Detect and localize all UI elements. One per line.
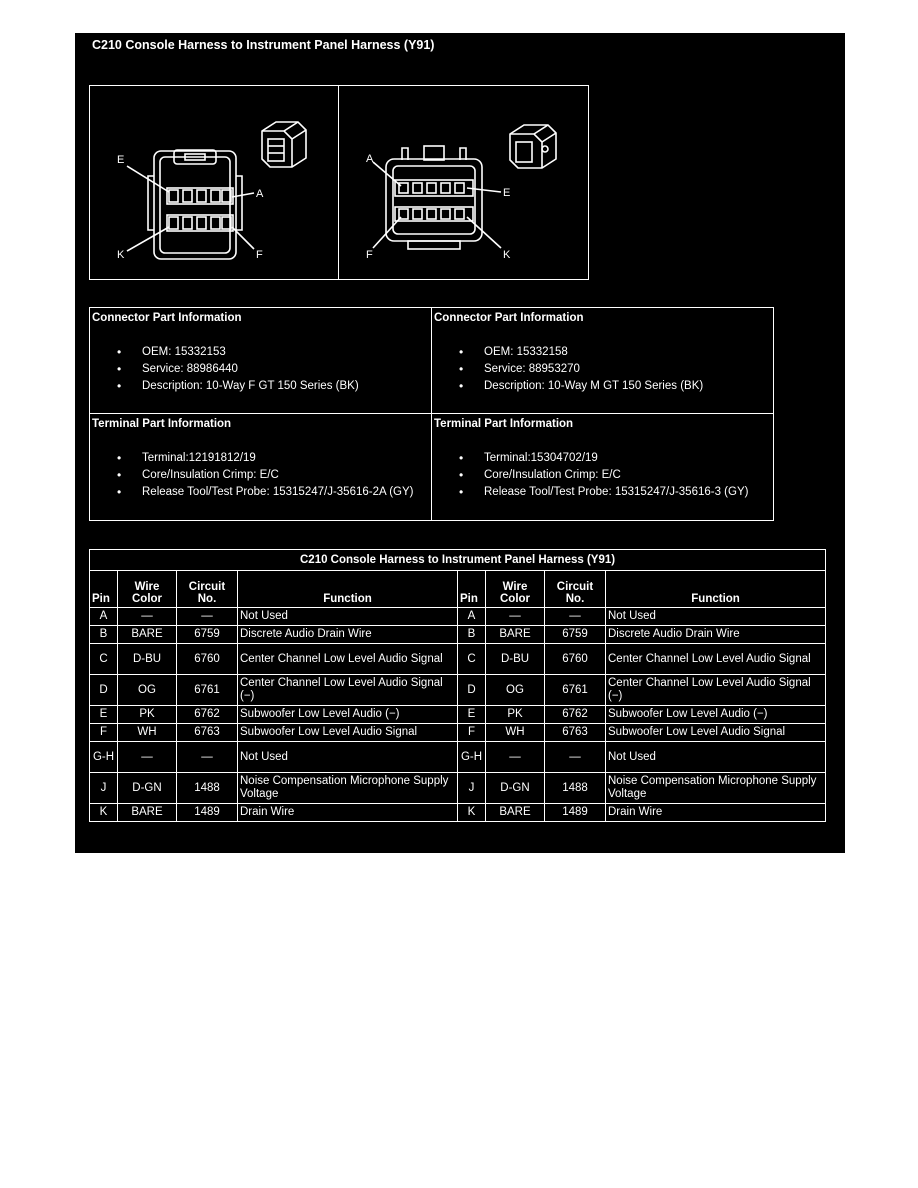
header-circuit-no: Circuit No. — [177, 571, 238, 608]
pin-cell: K — [90, 804, 118, 822]
circuit-cell: 1488 — [177, 773, 238, 804]
table-row — [90, 626, 826, 644]
pin-cell: E — [458, 706, 486, 724]
list-item: • Core/Insulation Crimp: E/C — [432, 467, 748, 484]
list-item: • Release Tool/Test Probe: 15315247/J-35616-3 (GY) — [432, 484, 748, 501]
function-cell: Noise Compensation Microphone Supply Voltage — [238, 773, 458, 804]
wire-color-cell: — — [486, 742, 545, 773]
circuit-cell: 6760 — [545, 644, 606, 675]
function-cell: Center Channel Low Level Audio Signal — [238, 644, 458, 675]
pin-cell: G-H — [458, 742, 486, 773]
function-cell: Not Used — [606, 608, 826, 626]
bullet-list — [90, 450, 414, 501]
pin-cell: F — [458, 724, 486, 742]
circuit-cell: 1488 — [545, 773, 606, 804]
label-e-right: E — [503, 187, 511, 199]
circuit-cell: — — [545, 608, 606, 626]
list-item: • Description: 10-Way M GT 150 Series (BK) — [432, 378, 703, 395]
function-cell: Discrete Audio Drain Wire — [606, 626, 826, 644]
circuit-cell: 1489 — [177, 804, 238, 822]
label-e-left: E — [117, 154, 125, 166]
table-row — [90, 706, 826, 724]
header-pin: Pin — [90, 571, 118, 608]
list-item: • Release Tool/Test Probe: 15315247/J-35616-2A (GY) — [90, 484, 414, 501]
table-row — [90, 724, 826, 742]
header-pin: Pin — [458, 571, 486, 608]
wire-color-cell: D-GN — [118, 773, 177, 804]
circuit-cell: 6761 — [545, 675, 606, 706]
list-item: • Core/Insulation Crimp: E/C — [90, 467, 414, 484]
wire-color-cell: BARE — [486, 804, 545, 822]
pinout-table — [89, 549, 826, 822]
wire-color-cell: WH — [486, 724, 545, 742]
circuit-cell: 6759 — [177, 626, 238, 644]
pin-cell: K — [458, 804, 486, 822]
table-row — [90, 804, 826, 822]
header-circuit-no: Circuit No. — [545, 571, 606, 608]
pin-cell: D — [458, 675, 486, 706]
pin-cell: C — [458, 644, 486, 675]
circuit-cell: 6760 — [177, 644, 238, 675]
wire-color-cell: — — [118, 742, 177, 773]
wire-color-cell: BARE — [118, 804, 177, 822]
label-a-right: A — [366, 153, 374, 165]
circuit-cell: 6759 — [545, 626, 606, 644]
table-row — [90, 608, 826, 626]
function-cell: Center Channel Low Level Audio Signal (−) — [238, 675, 458, 706]
circuit-cell: 6761 — [177, 675, 238, 706]
section-heading: Connector Part Information — [92, 312, 242, 324]
circuit-cell: — — [545, 742, 606, 773]
label-f-left: F — [256, 249, 263, 261]
table-caption: C210 Console Harness to Instrument Panel Harness (Y91) — [90, 550, 826, 571]
wire-color-cell: D-BU — [118, 644, 177, 675]
header-wire-color: Wire Color — [118, 571, 177, 608]
wire-color-cell: WH — [118, 724, 177, 742]
circuit-cell: 6763 — [545, 724, 606, 742]
function-cell: Subwoofer Low Level Audio (−) — [606, 706, 826, 724]
section-heading: Connector Part Information — [434, 312, 584, 324]
wire-color-cell: PK — [118, 706, 177, 724]
circuit-cell: 6763 — [177, 724, 238, 742]
function-cell: Drain Wire — [238, 804, 458, 822]
list-item: • Service: 88953270 — [432, 361, 703, 378]
wire-color-cell: PK — [486, 706, 545, 724]
list-item: • OEM: 15332153 — [90, 344, 359, 361]
document-panel — [75, 33, 845, 853]
male-connector-face — [373, 146, 501, 249]
pin-cell: B — [458, 626, 486, 644]
pin-cell: C — [90, 644, 118, 675]
list-item: • Terminal:15304702/19 — [432, 450, 748, 467]
label-a-left: A — [256, 188, 264, 200]
circuit-cell: 6762 — [177, 706, 238, 724]
function-cell: Subwoofer Low Level Audio (−) — [238, 706, 458, 724]
table-row — [90, 644, 826, 675]
wire-color-cell: — — [486, 608, 545, 626]
circuit-cell: 1489 — [545, 804, 606, 822]
pin-cell: A — [90, 608, 118, 626]
label-k-left: K — [117, 249, 125, 261]
connector-info-left — [90, 308, 431, 413]
function-cell: Noise Compensation Microphone Supply Voltage — [606, 773, 826, 804]
function-cell: Center Channel Low Level Audio Signal (−) — [606, 675, 826, 706]
pin-cell: D — [90, 675, 118, 706]
connector-figure — [89, 85, 589, 280]
wire-color-cell: BARE — [118, 626, 177, 644]
terminal-info-right — [432, 414, 773, 519]
pin-cell: B — [90, 626, 118, 644]
page-title: C210 Console Harness to Instrument Panel Harness (Y91) — [92, 38, 435, 52]
wire-color-cell: D-GN — [486, 773, 545, 804]
circuit-cell: — — [177, 608, 238, 626]
table-row — [90, 742, 826, 773]
wire-color-cell: OG — [486, 675, 545, 706]
function-cell: Drain Wire — [606, 804, 826, 822]
function-cell: Center Channel Low Level Audio Signal — [606, 644, 826, 675]
label-f-right: F — [366, 249, 373, 261]
label-k-right: K — [503, 249, 511, 261]
bullet-list — [432, 344, 703, 395]
wire-color-cell: — — [118, 608, 177, 626]
table-row — [90, 675, 826, 706]
wire-color-cell: D-BU — [486, 644, 545, 675]
list-item: • Description: 10-Way F GT 150 Series (BK) — [90, 378, 359, 395]
list-item: • Service: 88986440 — [90, 361, 359, 378]
function-cell: Subwoofer Low Level Audio Signal — [238, 724, 458, 742]
pin-cell: F — [90, 724, 118, 742]
list-item: • Terminal:12191812/19 — [90, 450, 414, 467]
connector-info-right — [432, 308, 773, 413]
wire-color-cell: OG — [118, 675, 177, 706]
circuit-cell: — — [177, 742, 238, 773]
female-connector-3d-icon — [262, 122, 306, 167]
part-information — [89, 307, 774, 521]
pin-cell: A — [458, 608, 486, 626]
pin-cell: J — [90, 773, 118, 804]
pin-cell: E — [90, 706, 118, 724]
male-connector-3d-icon — [510, 125, 556, 168]
pin-cell: G-H — [90, 742, 118, 773]
section-heading: Terminal Part Information — [434, 418, 574, 430]
connector-drawing — [90, 86, 588, 279]
header-wire-color: Wire Color — [486, 571, 545, 608]
function-cell: Not Used — [606, 742, 826, 773]
terminal-info-left — [90, 414, 431, 519]
wire-color-cell: BARE — [486, 626, 545, 644]
section-heading: Terminal Part Information — [92, 418, 232, 430]
circuit-cell: 6762 — [545, 706, 606, 724]
header-function: Function — [238, 571, 458, 608]
pin-cell: J — [458, 773, 486, 804]
function-cell: Not Used — [238, 608, 458, 626]
header-function: Function — [606, 571, 826, 608]
table-row — [90, 773, 826, 804]
function-cell: Subwoofer Low Level Audio Signal — [606, 724, 826, 742]
function-cell: Discrete Audio Drain Wire — [238, 626, 458, 644]
list-item: • OEM: 15332158 — [432, 344, 703, 361]
table-header-row — [90, 571, 826, 608]
function-cell: Not Used — [238, 742, 458, 773]
bullet-list — [90, 344, 359, 395]
female-connector-face — [127, 150, 254, 259]
bullet-list — [432, 450, 748, 501]
